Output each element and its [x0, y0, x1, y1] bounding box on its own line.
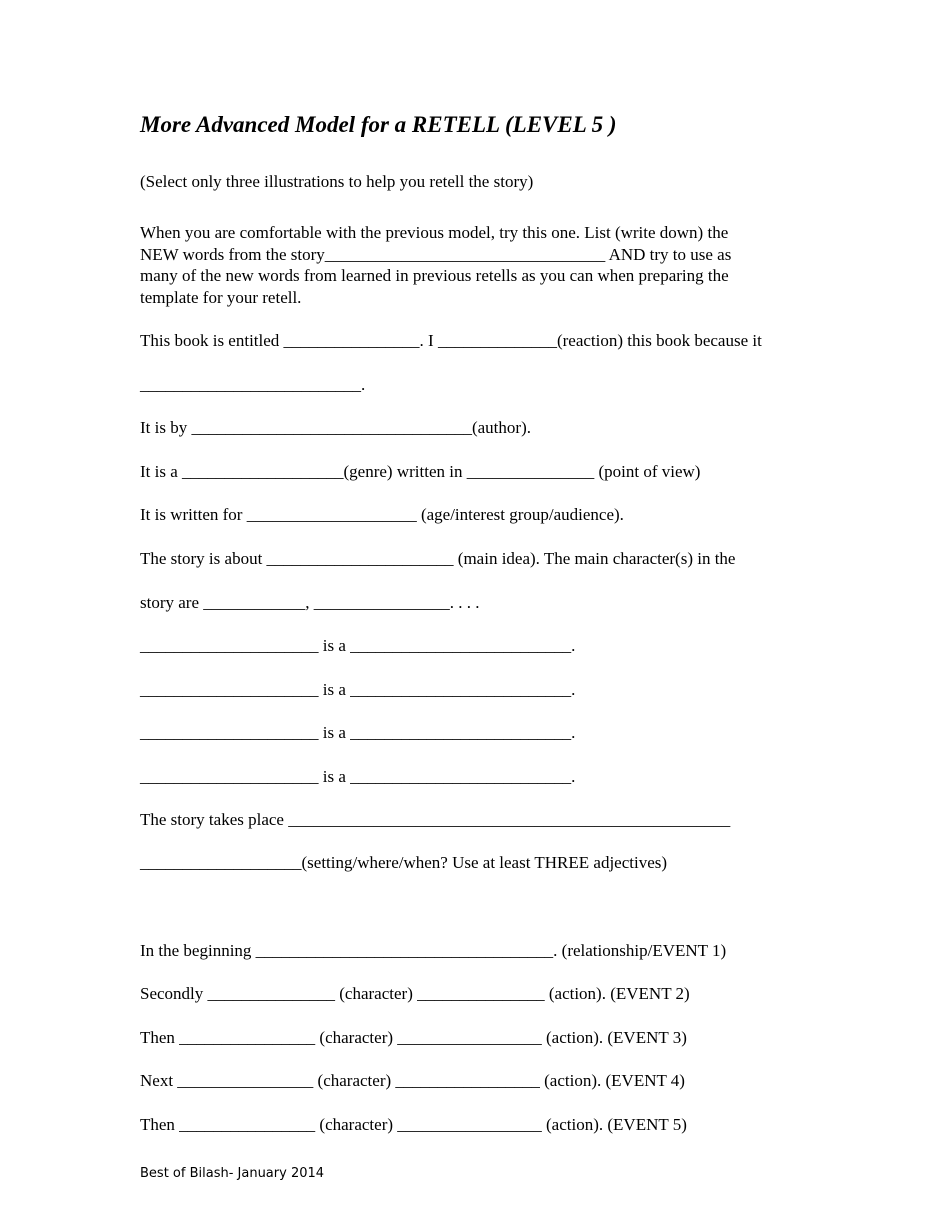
event-4-line: Next ________________ (character) _________________ (action). (EVENT 4) [140, 1071, 685, 1090]
intro-paragraph [140, 222, 820, 309]
character-description-line: _____________________ is a __________________________. [140, 680, 576, 699]
reaction-reason-line: __________________________. [140, 375, 366, 394]
event-2-line: Secondly _______________ (character) _______________ (action). (EVENT 2) [140, 984, 690, 1003]
page-title: More Advanced Model for a RETELL (LEVEL 5 ) [140, 112, 617, 137]
intro-line: template for your retell. [140, 288, 302, 308]
characters-line: story are ____________, ________________. . . . [140, 593, 480, 612]
instruction-text: (Select only three illustrations to help you retell the story) [140, 172, 534, 191]
genre-line: It is a ___________________(genre) written in _______________ (point of view) [140, 462, 701, 481]
author-line: It is by _________________________________(author). [140, 418, 531, 437]
event-1-line: In the beginning ___________________________________. (relationship/EVENT 1) [140, 941, 727, 960]
intro-line: NEW words from the story_________________________________ AND try to use as [140, 244, 732, 264]
intro-line: When you are comfortable with the previous model, try this one. List (write down) the [140, 223, 729, 242]
audience-line: It is written for ____________________ (age/interest group/audience). [140, 505, 624, 524]
setting-line: The story takes place ____________________________________________________ [140, 810, 731, 829]
character-description-line: _____________________ is a __________________________. [140, 767, 576, 786]
footer-credit: Best of Bilash- January 2014 [140, 1166, 325, 1181]
book-title-line: This book is entitled ________________. I ______________(reaction) this book because it [140, 331, 762, 350]
event-5-line: Then ________________ (character) _________________ (action). (EVENT 5) [140, 1115, 687, 1134]
intro-line: many of the new words from learned in previous retells as you can when preparing the [140, 266, 729, 286]
character-description-line: _____________________ is a __________________________. [140, 723, 576, 742]
character-description-line: _____________________ is a __________________________. [140, 636, 576, 655]
event-3-line: Then ________________ (character) _________________ (action). (EVENT 3) [140, 1028, 687, 1047]
setting-adjectives-line: ___________________(setting/where/when? Use at least THREE adjectives) [140, 853, 668, 872]
main-idea-line: The story is about ______________________ (main idea). The main character(s) in the [140, 549, 736, 568]
